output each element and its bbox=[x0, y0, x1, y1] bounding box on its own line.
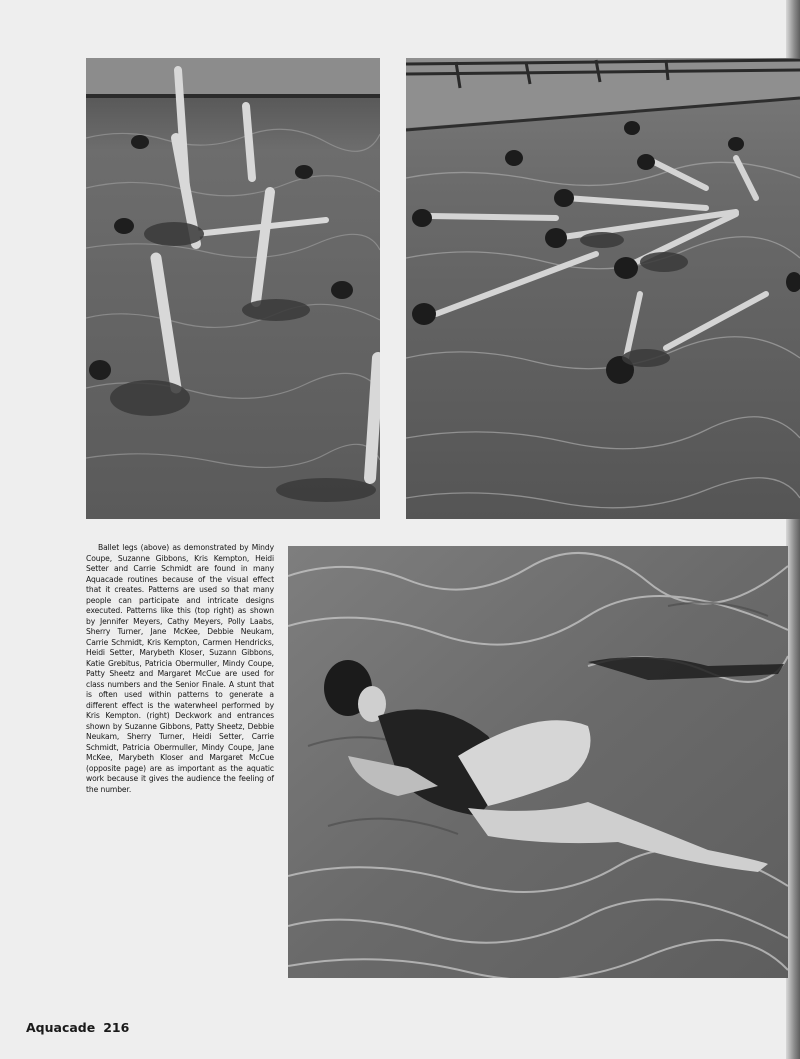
page-folio bbox=[26, 1020, 129, 1035]
photo-waterwheel-image bbox=[288, 546, 788, 978]
folio-page-number: 216 bbox=[103, 1020, 130, 1035]
photo-ballet-legs-image bbox=[86, 58, 380, 519]
photo-pattern bbox=[406, 58, 800, 519]
photo-caption: Ballet legs (above) as demonstrated by Mindy Coupe, Suzanne Gibbons, Kris Kempton, Heidi Setter and Carrie Schmidt are found in many Aquacade routines because of the visual effect that it creates. Patterns are used so that many people can participate and intricate designs executed. Patterns like this (top right) as shown by Jennifer Meyers, Cathy Meyers, Polly Laabs, Sherry Turner, Jane McKee, Debbie Neukam, Carrie Schmidt, Kris Kempton, Carmen Hendricks, Heidi Setter, Marybeth Kloser, Suzann Gibbons, Katie Grebitus, Patricia Obermuller, Mindy Coupe, Patty Sheetz and Margaret McCue are used for class numbers and the Senior Finale. A stunt that is often used within patterns to generate a different effect is the waterwheel performed by Kris Kempton. (right) Deckwork and entrances shown by Suzanne Gibbons, Patty Sheetz, Debbie Neukam, Sherry Turner, Heidi Setter, Carrie Schmidt, Patricia Obermuller, Mindy Coupe, Jane McKee, Marybeth Kloser and Margaret McCue (opposite page) are as important as the aquatic work because it gives the audience the feeling of the number. bbox=[86, 543, 274, 794]
folio-section: Aquacade bbox=[26, 1020, 96, 1035]
photo-pattern-image bbox=[406, 58, 800, 519]
photo-waterwheel bbox=[288, 546, 788, 978]
photo-ballet-legs bbox=[86, 58, 380, 519]
